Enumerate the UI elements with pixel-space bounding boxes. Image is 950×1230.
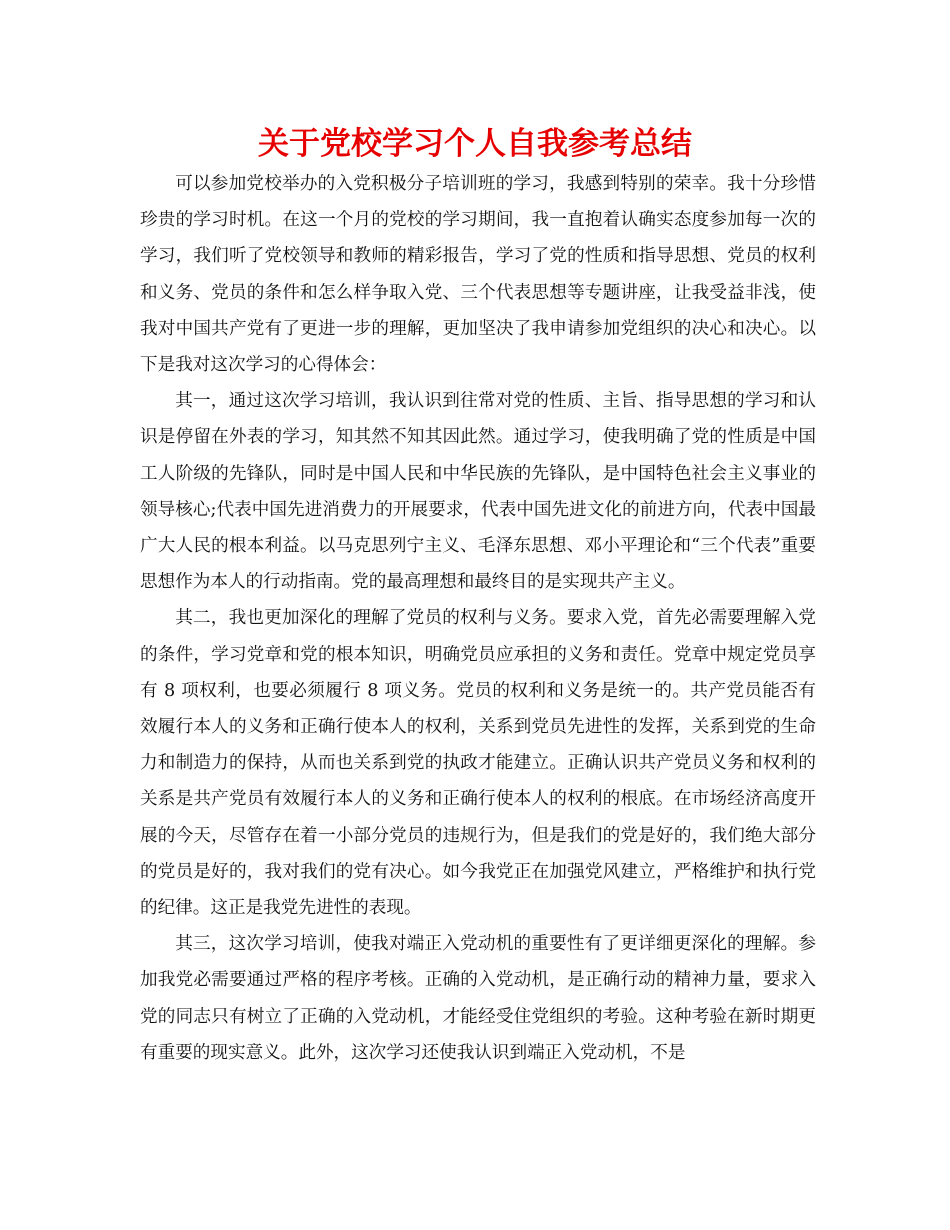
paragraph-intro: 可以参加党校举办的入党积极分子培训班的学习，我感到特别的荣幸。我十分珍惜珍贵的学习时机。在这一个月的党校的学习期间，我一直抱着认确实态度参加每一次的学习，我们听了党校领导和教师的精彩报告，学习了党的性质和指导思想、党员的权利和义务、党员的条件和怎么样争取入党、三个代表思想等专题讲座，让我受益非浅，使我对中国共产党有了更进一步的理解，更加坚决了我申请参加党组织的决心和决心。以下是我对这次学习的心得体会： xyxy=(140,174,816,376)
document-body xyxy=(140,166,816,1071)
paragraph-second-point: 其二，我也更加深化的理解了党员的权利与义务。要求入党，首先必需要理解入党的条件，学习党章和党的根本知识，明确党员应承担的义务和责任。党章中规定党员享有 8 项权利，也要必须履行 8 项义务。党员的权利和义务是统一的。共产党员能否有效履行本人的义务和正确行使本人的权利，关系到党员先进性的发挥，关系到党的生命力和制造力的保持，从而也关系到党的执政才能建立。正确认识共产党员义务和权利的关系是共产党员有效履行本人的义务和正确行使本人的权利的根底。在市场经济高度开展的今天，尽管存在着一小部分党员的违规行为，但是我们的党是好的，我们绝大部分的党员是好的，我对我们的党有决心。如今我党正在加强党风建立，严格维护和执行党的纪律。这正是我党先进性的表现。 xyxy=(140,608,816,919)
paragraph-third-point: 其三，这次学习培训，使我对端正入党动机的重要性有了更详细更深化的理解。参加我党必需要通过严格的程序考核。正确的入党动机，是正确行动的精神力量，要求入党的同志只有树立了正确的入党动机，才能经受住党组织的考验。这种考验在新时期更有重要的现实意义。此外，这次学习还使我认识到端正入党动机，不是 xyxy=(140,934,816,1063)
document-title: 关于党校学习个人自我参考总结 xyxy=(258,126,692,162)
paragraph-first-point: 其一，通过这次学习培训，我认识到往常对党的性质、主旨、指导思想的学习和认识是停留在外表的学习，知其然不知其因此然。通过学习，使我明确了党的性质是中国工人阶级的先锋队，同时是中国人民和中华民族的先锋队，是中国特色社会主义事业的领导核心;代表中国先进消费力的开展要求，代表中国先进文化的前进方向，代表中国最广大人民的根本利益。以马克思列宁主义、毛泽东思想、邓小平理论和“三个代表”重要思想作为本人的行动指南。党的最高理想和最终目的是实现共产主义。 xyxy=(140,391,816,593)
